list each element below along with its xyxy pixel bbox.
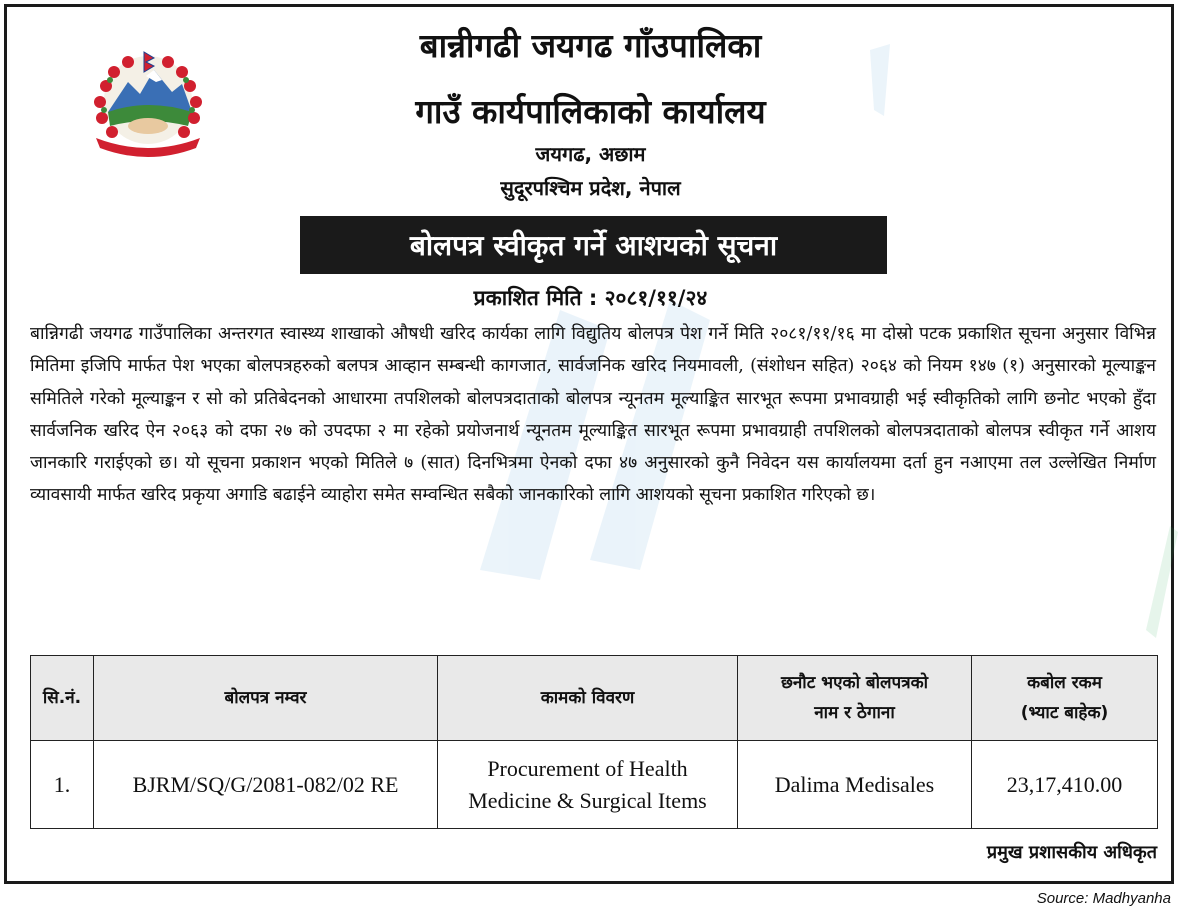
source-credit: Source: Madhyanha: [1036, 890, 1171, 907]
header-amount-line2: (भ्याट बाहेक): [1020, 703, 1109, 723]
table-header-row: [31, 656, 1158, 741]
office-name: गाउँ कार्यपालिकाको कार्यालय: [415, 92, 766, 131]
header-bidder-line2: नाम र ठेगाना: [814, 703, 895, 723]
office-location: जयगढ, अछाम: [535, 142, 646, 166]
header-amount-line1: कबोल रकम: [1027, 673, 1102, 693]
cell-bid-no: BJRM/SQ/G/2081-082/02 RE: [94, 741, 438, 829]
header-work: कामको विवरण: [438, 656, 738, 741]
municipality-name: बान्नीगढी जयगढ गाँउपालिका: [419, 26, 762, 65]
cell-amount: 23,17,410.00: [972, 741, 1158, 829]
cell-sn: 1.: [31, 741, 94, 829]
signoff: प्रमुख प्रशासकीय अधिकृत: [986, 842, 1157, 863]
notice-title: बोलपत्र स्वीकृत गर्ने आशयको सूचना: [300, 216, 887, 274]
header-bid-no: बोलपत्र नम्वर: [94, 656, 438, 741]
header-sn: सि.नं.: [31, 656, 94, 741]
cell-bidder: Dalima Medisales: [738, 741, 972, 829]
cell-work-line1: Procurement of Health: [487, 755, 688, 781]
office-province: सुदूरपश्चिम प्रदेश, नेपाल: [500, 176, 681, 200]
header-bidder: [738, 656, 972, 741]
header-bidder-line1: छनौट भएको बोलपत्रको: [780, 673, 929, 693]
published-date: प्रकाशित मिति : २०८१/११/२४: [473, 286, 708, 310]
header-amount: [972, 656, 1158, 741]
cell-work: [438, 741, 738, 829]
award-table: [30, 655, 1158, 829]
cell-work-line2: Medicine & Surgical Items: [468, 787, 707, 813]
table-row: [31, 741, 1158, 829]
notice-body: बान्निगढी जयगढ गाउँपालिका अन्तरगत स्वास्थ्य शाखाको औषधी खरिद कार्यका लागि विद्युतिय बोलपत्र पेश गर्ने मिति २०८१/११/१६ मा दोस्रो पटक प्रकाशित सूचना अनुसार विभिन्न मितिमा इजिपि मार्फत पेश भएका बोलपत्रहरुको बलपत्र आव्हान सम्बन्धी कागजात, सार्वजनिक खरिद नियमावली, (संशोधन सहित) २०६४ को नियम १४७ (१) अनुसारको मूल्याङ्कन समितिले गरेको मूल्याङ्कन र सो को प्रतिबेदनको आधारमा तपशिलको बोलपत्रदाताको बोलपत्र न्यूनतम मूल्याङ्कित सारभूत रूपमा प्रभावग्राही भई स्वीकृतिको लागि छनोट भएको हुँदा सार्वजनिक खरिद ऐन २०६३ को दफा २७ को उपदफा २ मा रहेको प्रयोजनार्थ न्यूनतम मूल्याङ्कित सारभूत रूपमा प्रभावग्राही तपशिलको बोलपत्रदाताको बोलपत्र स्वीकृत गर्ने आशय जानकारि गराईएको छ। यो सूचना प्रकाशन भएको मितिले ७ (सात) दिनभित्रमा ऐनको दफा ४७ अनुसारको कुनै निवेदन यस कार्यालयमा दर्ता हुन नआएमा तल उल्लेखित निर्माण व्यावसायी मार्फत खरिद प्रकृया अगाडि बढाईने व्याहोरा समेत सम्वन्धित सबैको जानकारिको लागि आशयको सूचना प्रकाशित गरिएको छ।: [30, 324, 1156, 506]
